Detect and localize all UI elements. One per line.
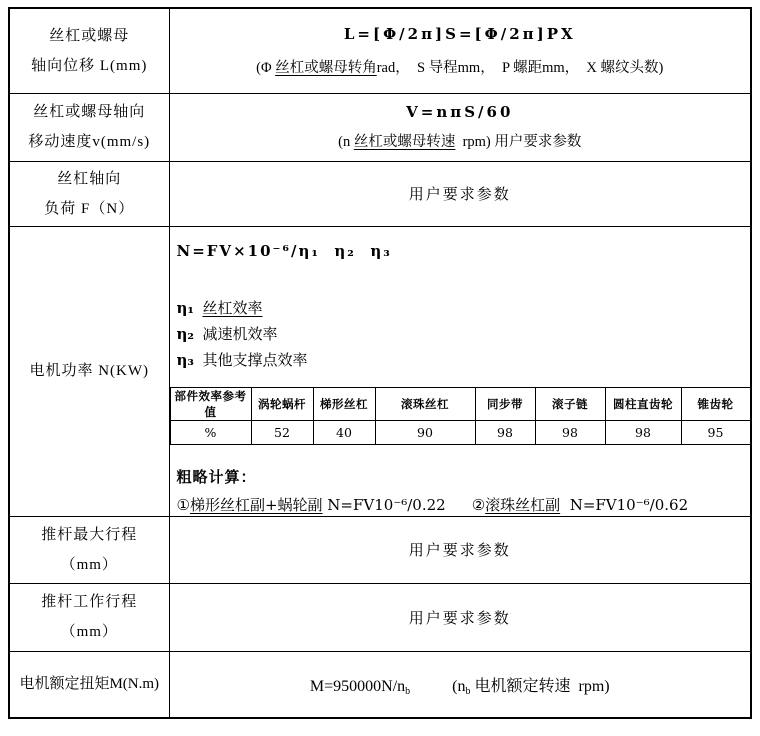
row-content-motor-power xyxy=(169,226,751,516)
eff-header: 部件效率参考值 xyxy=(170,388,251,421)
note-text: 电机额定转速 rpm) xyxy=(470,677,610,695)
eff-value: 98 xyxy=(535,421,605,445)
label-line: 丝杠轴向 xyxy=(57,170,122,187)
efficiency-definitions xyxy=(177,296,751,374)
calc1-formula: N=FV10⁻⁶/0.22 xyxy=(322,496,446,514)
label-line: （mm） xyxy=(60,556,118,573)
eta3-definition xyxy=(177,348,751,374)
efficiency-header-row xyxy=(170,388,750,421)
row-content-rated-torque xyxy=(169,651,751,718)
row-content-axial-displacement xyxy=(169,8,751,93)
torque-formula-base: M=950000N/n xyxy=(309,677,406,695)
calc2-term: 滚珠丝杠副 xyxy=(485,496,561,514)
displacement-formula-note xyxy=(170,56,751,77)
eff-value: 98 xyxy=(475,421,535,445)
eta1-symbol: η₁ xyxy=(176,299,194,317)
eff-value: 52 xyxy=(251,421,313,445)
label-line: 负荷 F（N） xyxy=(44,200,135,217)
label-line: 电机功率 N(KW) xyxy=(29,363,150,379)
row-label-axial-displacement xyxy=(9,8,169,93)
label-line: 移动速度v(mm/s) xyxy=(28,134,151,150)
calc1-term: 梯形丝杠副+蜗轮副 xyxy=(189,496,323,514)
eff-header: 同步带 xyxy=(475,388,535,421)
eta1-text: 丝杠效率 xyxy=(202,301,263,317)
calc1-number: ① xyxy=(176,496,190,514)
row-label-axial-speed xyxy=(9,93,169,161)
row-label-axial-load xyxy=(9,161,169,226)
label-line: 电机额定扭矩M(N.m) xyxy=(19,676,160,693)
spec-table xyxy=(8,7,752,719)
efficiency-reference-table xyxy=(170,387,751,445)
note-text: (n xyxy=(338,134,354,150)
eff-header: 圆柱直齿轮 xyxy=(605,388,681,421)
row-working-stroke xyxy=(9,583,751,651)
eta2-definition xyxy=(177,322,751,348)
user-parameter-text: 用户要求参数 xyxy=(408,187,511,203)
eff-header: 梯形丝杠 xyxy=(313,388,375,421)
row-rated-torque xyxy=(9,651,751,718)
efficiency-value-row xyxy=(170,421,750,445)
row-content-max-stroke xyxy=(169,516,751,583)
rough-calculation-title: 粗略计算： xyxy=(176,470,257,486)
user-parameter-text: 用户要求参数 xyxy=(408,610,511,627)
note-text: rad， S 导程mm， P 螺距mm， X 螺纹头数) xyxy=(376,59,664,76)
displacement-formula: L=[Φ/2π]S=[Φ/2π]PX xyxy=(343,24,576,43)
row-content-axial-speed xyxy=(169,93,751,161)
torque-formula-line xyxy=(170,673,751,696)
eta3-text: 其他支撑点效率 xyxy=(202,353,308,369)
eta2-text: 减速机效率 xyxy=(202,327,278,343)
note-text: rpm) 用户要求参数 xyxy=(455,134,582,150)
eta3-symbol: η₃ xyxy=(176,351,194,369)
row-max-stroke xyxy=(9,516,751,583)
eff-header: 滚子链 xyxy=(535,388,605,421)
speed-formula-note xyxy=(170,130,751,151)
calc2-formula: N=FV10⁻⁶/0.62 xyxy=(560,496,689,514)
speed-formula: V=nπS/60 xyxy=(406,103,514,121)
row-axial-load xyxy=(9,161,751,226)
label-line: 推杆最大行程 xyxy=(41,526,138,543)
note-text: (n xyxy=(452,677,466,695)
eff-header: 涡轮蜗杆 xyxy=(251,388,313,421)
eff-value: 98 xyxy=(605,421,681,445)
eff-value: 90 xyxy=(375,421,475,445)
eff-header: 锥齿轮 xyxy=(681,388,750,421)
eta2-symbol: η₂ xyxy=(176,325,194,343)
rough-calculation-line xyxy=(177,494,751,515)
row-axial-speed xyxy=(9,93,751,161)
eff-value: 40 xyxy=(313,421,375,445)
row-label-motor-power xyxy=(9,226,169,516)
torque-formula xyxy=(310,678,410,695)
label-line: 丝杠或螺母 xyxy=(49,27,130,44)
eff-value: % xyxy=(170,421,251,445)
torque-note xyxy=(452,678,609,695)
power-formula: N=FV×10⁻⁶/η₁ η₂ η₃ xyxy=(176,242,392,260)
eta1-definition xyxy=(177,296,751,322)
user-parameter-text: 用户要求参数 xyxy=(408,543,511,559)
torque-note-subscript: b xyxy=(465,685,471,697)
note-underlined-term: 丝杠或螺母转速 xyxy=(353,134,456,150)
note-underlined-term: 丝杠或螺母转角 xyxy=(275,59,377,76)
eff-header: 滚珠丝杠 xyxy=(375,388,475,421)
eff-value: 95 xyxy=(681,421,750,445)
calc2-number: ② xyxy=(471,496,486,514)
row-content-axial-load xyxy=(169,161,751,226)
label-line: 推杆工作行程 xyxy=(41,594,138,610)
row-motor-power xyxy=(9,226,751,516)
label-line: （mm） xyxy=(60,624,118,640)
row-label-rated-torque xyxy=(9,651,169,718)
row-label-max-stroke xyxy=(9,516,169,583)
label-line: 轴向位移 L(mm) xyxy=(31,57,148,74)
label-line: 丝杠或螺母轴向 xyxy=(33,104,146,120)
spec-sheet xyxy=(8,7,760,719)
torque-formula-subscript: b xyxy=(405,685,411,697)
row-axial-displacement xyxy=(9,8,751,93)
note-text: (Φ xyxy=(256,59,276,76)
row-content-working-stroke xyxy=(169,583,751,651)
row-label-working-stroke xyxy=(9,583,169,651)
